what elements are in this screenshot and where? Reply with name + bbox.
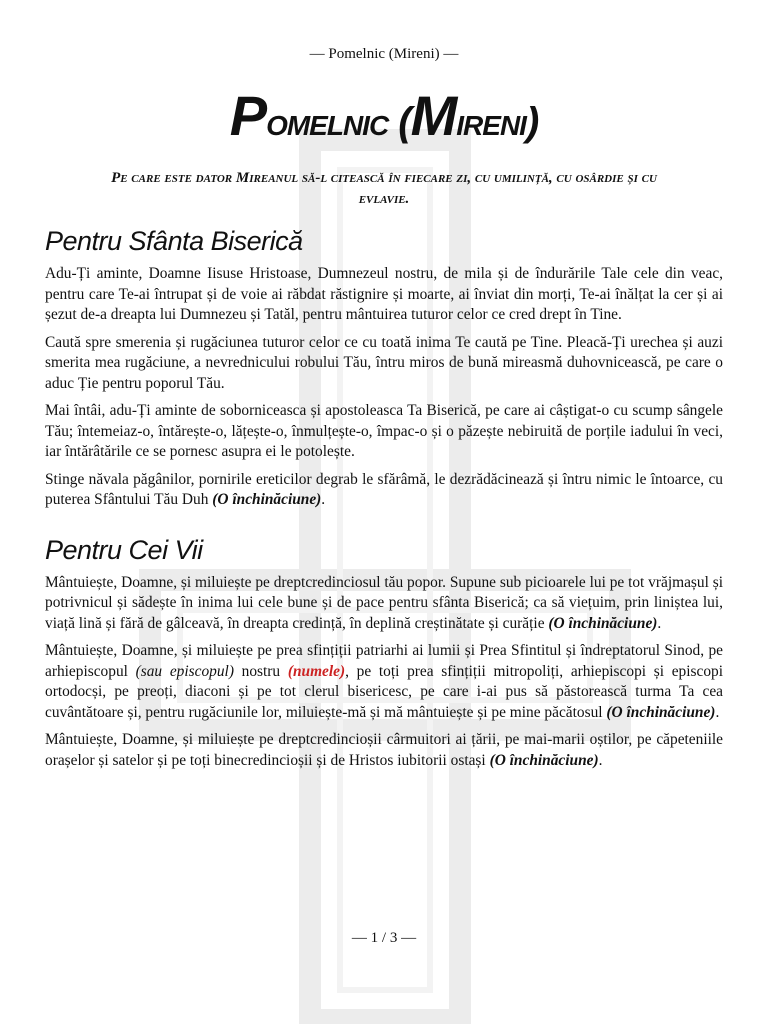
section-heading-biserica: Pentru Sfânta Biserică (45, 226, 303, 256)
prayer-rubric: (O închinăciune) (548, 614, 658, 632)
paragraph: Mai întâi, adu-Ți aminte de soborniceasca și apostoleasca Ta Biserică, pe care ai câștigat-o cu scump sângele Tău; întemeiaz-o, întărește-o, lățește-o, înmulțește-o, împac-o și o păzește nebiruită de porțile iadului în veci, iar întărâtările ce se pornesc asupra ei le potolește. (45, 402, 723, 460)
alternate-note: (sau episcopul) (135, 662, 234, 680)
prayer-rubric: (O închinăciune) (489, 751, 599, 769)
prayer-rubric: (O închinăciune) (212, 491, 322, 508)
paragraph: Adu-Ți aminte, Doamne Iisuse Hristoase, Dumnezeul nostru, de mila și de îndurările Tale cele din veac, pentru care Te-ai întrupat și de voie ai răbdat răstignire și moarte, ai înviat din morți, Te-ai înălțat la cer și ai șezut de-a dreapta lui Dumnezeu și Tatăl, pentru mântuirea tuturor celor ce cred drept în Tine. (45, 265, 723, 323)
paragraph: Mântuiește, Doamne, și miluiește pe dreptcredincioșii cârmuitori ai țării, pe mai-marii oștilor, pe căpeteniile orașelor și satelor și pe toți binecredincioșii și de Hristos iubitorii ostași (O închinăciune). (45, 731, 723, 769)
document-subtitle: Pe care este dator Mireanul să-l citească în fiecare zi, cu umilință, cu osârdie și cu evlavie. (111, 170, 657, 207)
paragraph: Mântuiește, Doamne, și miluiește pe dreptcredinciosul tău popor. Supune sub picioarele lui pe tot vrăjmașul și potrivnicul și sădește în inima lui cele bune și de pace pentru sfânta Biserică; ca să viețuim, prin liniștea lui, viață lină și fără de gâlceavă, în dreapta credință, în deplină creștinătate și curăție (O închinăciune). (45, 573, 723, 632)
running-header: — Pomelnic (Mireni) — (309, 46, 459, 62)
section-heading-cei-vii: Pentru Cei Vii (45, 534, 203, 565)
document-title: Pomelnic (Mireni) (229, 84, 539, 147)
paragraph: Mântuiește, Doamne, și miluiește pe prea sfințiții patriarhi ai lumii și Prea Sfintitul și îndreptatorul Sinod, pe arhiepiscopul (sau episcopul) nostru (numele), pe toți prea sfințiții mitropoliți, arhiepiscopi și episcopi ortodocși, pe preoți, diaconi și pe tot clerul bisericesc, pe care i-ai pus să păstorească turma Ta cea cuvântătoare și, pentru rugăciunile lor, miluiește-mă și mă mântuiește și pe mine păcătosul (O închinăciune). (45, 642, 723, 721)
paragraph: Caută spre smerenia și rugăciunea tuturor celor ce cu toată inima Te caută pe Tine. Pleacă-Ți urechea și auzi smerita mea rugăciune, a nevrednicului robului Tău, întru miros de bună mireasmă duhovnicească, pe care o aduc Ție pentru poporul Tău. (45, 333, 723, 392)
name-placeholder: (numele) (287, 662, 346, 680)
prayer-rubric: (O închinăciune) (606, 703, 716, 721)
page-number: — 1 / 3 — (351, 930, 417, 946)
paragraph: Stinge năvala păgânilor, pornirile ereticilor degrab le sfărâmă, le dezrădăcinează și întru nimic le întoarce, cu puterea Sfântului Tău Duh (O închinăciune). (45, 470, 723, 508)
